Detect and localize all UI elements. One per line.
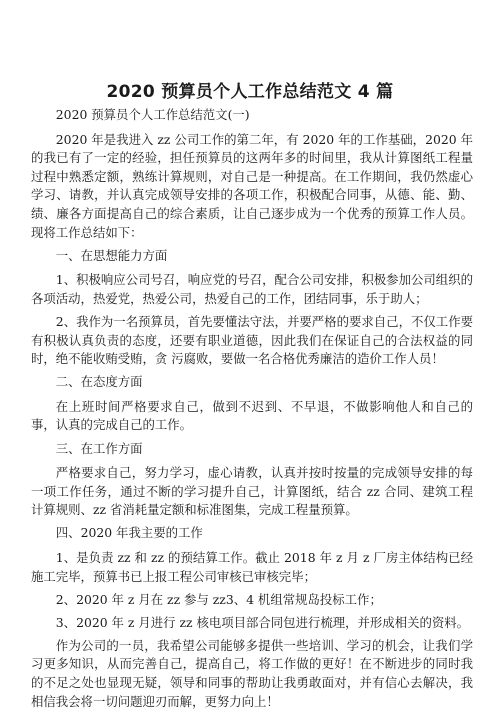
paragraph-list [31, 131, 473, 712]
document-title: 2020 预算员个人工作总结范文 4 篇 [106, 82, 394, 102]
body-paragraph: 严格要求自己，努力学习，虚心请教，认真并按时按量的完成领导安排的每一项工作任务，通过不断的学习提升自己，计算图纸，结合 zz 合同、建筑工程计算规则、zz 省消耗量定额和标准图集，完成工程量预算。 [31, 465, 473, 518]
body-paragraph: 2、2020 年 z 月在 zz 参与 zz3、4 机组常规岛投标工作； [55, 591, 382, 607]
section-heading: 二、在态度方面 [55, 374, 143, 390]
body-paragraph: 在上班时间严格要求自己，做到不迟到、不早退，不做影响他人和自己的事，认真的完成自己的工作。 [31, 398, 473, 433]
body-paragraph: 3、2020 年 z 月进行 zz 核电项目部合同包进行梳理，并形成相关的资料。 [55, 614, 470, 630]
section-heading: 四、2020 年我主要的工作 [55, 525, 203, 541]
document-body [31, 106, 473, 716]
section-heading: 一、在思想能力方面 [55, 247, 168, 263]
body-paragraph: 1、是负责 zz 和 zz 的预结算工作。截止 2018 年 z 月 z 厂房主体结构已经施工完毕，预算书已上报工程公司审核已审核完毕； [31, 549, 473, 584]
document-subtitle: 2020 预算员个人工作总结范文(一) [55, 107, 250, 122]
body-paragraph: 作为公司的一员，我希望公司能够多提供一些培训、学习的机会，让我们学习更多知识，从而完善自己，提高自己，将工作做的更好！在不断进步的同时我的不足之处也显现无疑，领导和同事的帮助让我勇敢面对，并有信心去解决，我相信我会将一切问题迎刃而解，更努力向上！ [31, 637, 473, 709]
section-heading: 三、在工作方面 [55, 440, 143, 456]
body-paragraph: 1、积极响应公司号召，响应党的号召，配合公司安排，积极参加公司组织的各项活动，热爱党，热爱公司，热爱自己的工作，团结同事，乐于助人； [31, 272, 473, 306]
body-paragraph: 2020 年是我进入 zz 公司工作的第二年，有 2020 年的工作基础，2020 年的我已有了一定的经验，担任预算员的这两年多的时间里，我从计算图纸工程量过程中熟悉定额，熟练计算规则，对自己是一种提高。在工作期间，我仍然虚心学习、请教，并认真完成领导安排的各项工作，积极配合同事，从德、能、勤、绩、廉各方面提高自己的综合素质，让自己逐步成为一个优秀的预算工作人员。现将工作总结如下： [31, 131, 473, 240]
body-paragraph: 2、我作为一名预算员，首先要懂法守法，并要严格的要求自己，不仅工作要有积极认真负责的态度，还要有职业道德，因此我们在保证自己的合法权益的同时，绝不能收贿受贿，贪 污腐败，要做一名合格优秀廉洁的造价工作人员！ [31, 313, 473, 367]
